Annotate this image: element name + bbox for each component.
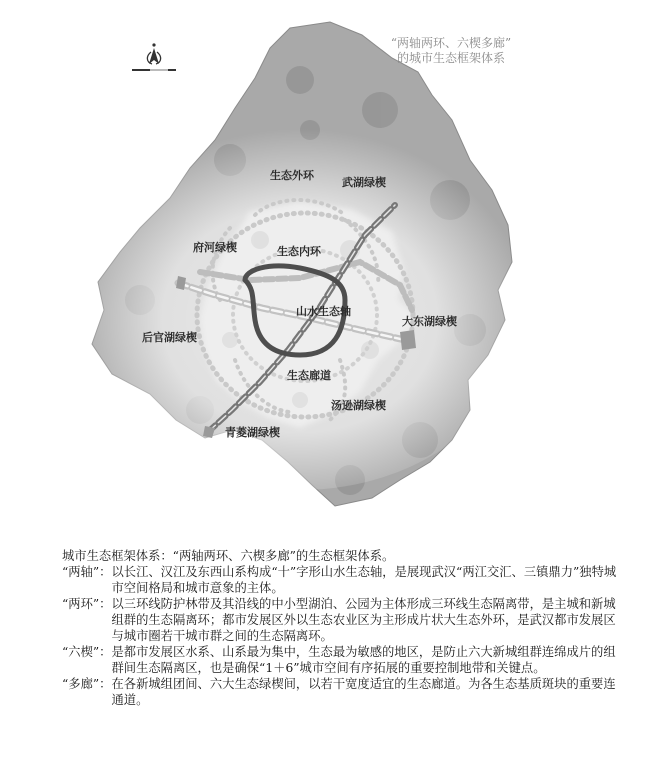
label-qinglinghu-wedge: 青菱湖绿楔 — [225, 426, 280, 439]
map-title — [366, 36, 536, 66]
north-arrow-icon — [147, 43, 160, 64]
label-outer-ring: 生态外环 — [270, 169, 314, 182]
caption — [62, 548, 622, 708]
label-tangxunhu-wedge: 汤逊湖绿楔 — [331, 399, 386, 412]
term-label: “多廊”： — [62, 677, 112, 691]
map-title-line1: “两轴两环、六楔多廊” — [390, 36, 512, 50]
term-label: “两轴”： — [62, 565, 112, 579]
label-wuhu-wedge: 武湖绿楔 — [342, 176, 386, 189]
scale-bar — [132, 69, 176, 71]
term-label: “两环”： — [62, 597, 112, 611]
term-body: 以长江、汉江及东西山系构成“十”字形山水生态轴，是展现武汉“两江交汇、三镇鼎力”独特城市空间格局和城市意象的主体。 — [111, 565, 617, 595]
term-two-axes — [62, 564, 622, 596]
term-body: 在各新城组团间、六大生态绿楔间，以若干宽度适宜的生态廊道。为各生态基质斑块的重要连通道。 — [111, 677, 616, 707]
label-inner-ring: 生态内环 — [277, 245, 321, 258]
term-label: “六楔”： — [62, 645, 112, 659]
label-fuhe-wedge: 府河绿楔 — [193, 241, 237, 254]
term-six-wedges — [62, 644, 622, 676]
label-dadonghu-wedge: 大东湖绿楔 — [402, 315, 457, 328]
label-corridor: 生态廊道 — [287, 369, 331, 382]
term-body: 以三环线防护林带及其沿线的中小型湖泊、公园为主体形成三环线生态隔离带，是主城和新城组群的生态隔离环；都市发展区外以生态农业区为主形成片状大生态外环，是武汉都市发展区与城市圈若干城市群之间的生态隔离环。 — [111, 597, 616, 643]
label-houguanhu-wedge: 后官湖绿楔 — [142, 331, 197, 344]
term-two-rings — [62, 596, 622, 644]
term-multi-corridors — [62, 676, 622, 708]
label-axis: 山水生态轴 — [296, 305, 351, 318]
term-body: 是都市发展区水系、山系最为集中，生态最为敏感的地区，是防止六大新城组群连绵成片的组群间生态隔离区，也是确保“1＋6”城市空间有序拓展的重要控制地带和关键点。 — [111, 645, 616, 675]
caption-heading: 城市生态框架体系：“两轴两环、六楔多廊”的生态框架体系。 — [62, 549, 395, 563]
map-title-line2: 的城市生态框架体系 — [396, 51, 505, 65]
